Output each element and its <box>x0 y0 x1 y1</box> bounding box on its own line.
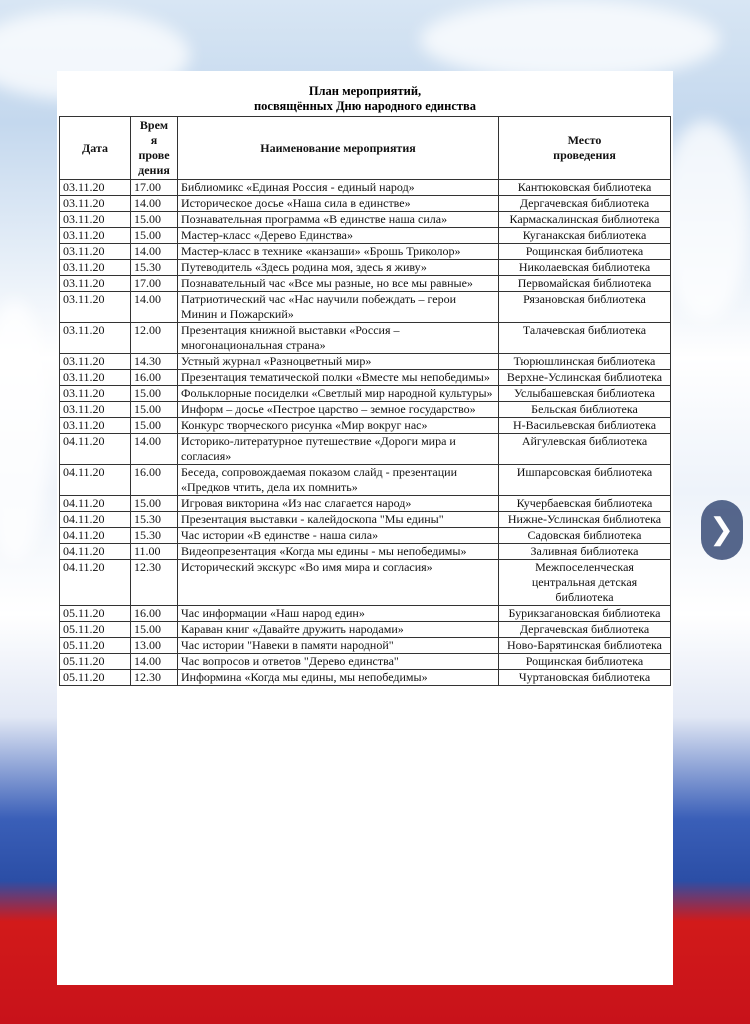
cell-event-name: Фольклорные посиделки «Светлый мир народной культуры» <box>178 386 499 402</box>
cell-date: 03.11.20 <box>60 276 131 292</box>
cell-date: 05.11.20 <box>60 638 131 654</box>
header-time <box>131 117 178 180</box>
cell-event-name: Мастер-класс в технике «канзаши» «Брошь Триколор» <box>178 244 499 260</box>
cell-date: 03.11.20 <box>60 402 131 418</box>
cell-date: 04.11.20 <box>60 528 131 544</box>
header-time-line: прове <box>138 148 170 162</box>
table-row <box>60 354 671 370</box>
cell-date: 03.11.20 <box>60 354 131 370</box>
table-row <box>60 402 671 418</box>
cell-place: Межпоселенческая центральная детская библиотека <box>499 560 671 606</box>
table-row <box>60 276 671 292</box>
cell-place: Верхне-Услинская библиотека <box>499 370 671 386</box>
cell-event-name: Информина «Когда мы едины, мы непобедимы» <box>178 670 499 686</box>
cell-date: 03.11.20 <box>60 418 131 434</box>
cell-event-name: Конкурс творческого рисунка «Мир вокруг нас» <box>178 418 499 434</box>
cell-event-name: Путеводитель «Здесь родина моя, здесь я живу» <box>178 260 499 276</box>
table-row <box>60 386 671 402</box>
cell-place: Николаевская библиотека <box>499 260 671 276</box>
table-row <box>60 292 671 323</box>
cell-place: Куганакская библиотека <box>499 228 671 244</box>
cell-place: Н-Васильевская библиотека <box>499 418 671 434</box>
cell-place: Садовская библиотека <box>499 528 671 544</box>
cell-date: 03.11.20 <box>60 196 131 212</box>
cell-time: 14.00 <box>131 654 178 670</box>
cell-event-name: Час информации «Наш народ един» <box>178 606 499 622</box>
cell-time: 14.30 <box>131 354 178 370</box>
cell-time: 14.00 <box>131 434 178 465</box>
table-body <box>60 180 671 686</box>
table-row <box>60 638 671 654</box>
cell-date: 03.11.20 <box>60 180 131 196</box>
table-row <box>60 323 671 354</box>
table-row <box>60 370 671 386</box>
table-header-row <box>60 117 671 180</box>
table-row <box>60 512 671 528</box>
table-row <box>60 228 671 244</box>
cell-time: 12.30 <box>131 670 178 686</box>
cell-event-name: Видеопрезентация «Когда мы едины - мы непобедимы» <box>178 544 499 560</box>
cell-time: 14.00 <box>131 292 178 323</box>
header-time-line: я <box>150 133 158 147</box>
cell-time: 12.30 <box>131 560 178 606</box>
cell-event-name: Час вопросов и ответов "Дерево единства" <box>178 654 499 670</box>
cell-date: 03.11.20 <box>60 212 131 228</box>
cell-time: 15.00 <box>131 496 178 512</box>
cell-place: Заливная библиотека <box>499 544 671 560</box>
cell-date: 03.11.20 <box>60 292 131 323</box>
cell-time: 15.00 <box>131 386 178 402</box>
cell-place: Талачевская библиотека <box>499 323 671 354</box>
cell-place: Кучербаевская библиотека <box>499 496 671 512</box>
table-row <box>60 670 671 686</box>
cell-date: 05.11.20 <box>60 654 131 670</box>
cell-time: 16.00 <box>131 606 178 622</box>
cell-event-name: Час истории "Навеки в памяти народной" <box>178 638 499 654</box>
table-row <box>60 434 671 465</box>
cell-place: Ново-Барятинская библиотека <box>499 638 671 654</box>
table-row <box>60 196 671 212</box>
header-time-line: дения <box>138 163 170 177</box>
cell-time: 17.00 <box>131 180 178 196</box>
cell-place: Дергачевская библиотека <box>499 196 671 212</box>
cell-time: 15.30 <box>131 528 178 544</box>
cell-date: 04.11.20 <box>60 512 131 528</box>
cell-date: 04.11.20 <box>60 434 131 465</box>
background-cloud <box>660 120 750 320</box>
cell-time: 15.00 <box>131 212 178 228</box>
cell-event-name: Познавательный час «Все мы разные, но все мы равные» <box>178 276 499 292</box>
document-title <box>57 71 673 116</box>
cell-place: Рощинская библиотека <box>499 244 671 260</box>
cell-place: Ишпарсовская библиотека <box>499 465 671 496</box>
table-row <box>60 465 671 496</box>
cell-date: 05.11.20 <box>60 606 131 622</box>
chevron-right-icon[interactable]: ❯ <box>701 500 743 560</box>
cell-date: 03.11.20 <box>60 370 131 386</box>
cell-place: Кантюковская библиотека <box>499 180 671 196</box>
cell-date: 04.11.20 <box>60 465 131 496</box>
events-table <box>59 116 671 686</box>
cell-event-name: Библиомикс «Единая Россия - единый народ» <box>178 180 499 196</box>
cell-place: Бельская библиотека <box>499 402 671 418</box>
background-cloud <box>0 300 50 560</box>
cell-place: Чуртановская библиотека <box>499 670 671 686</box>
document-page <box>57 71 673 985</box>
table-row <box>60 418 671 434</box>
table-row <box>60 606 671 622</box>
table-row <box>60 544 671 560</box>
cell-event-name: Мастер-класс «Дерево Единства» <box>178 228 499 244</box>
cell-time: 15.00 <box>131 228 178 244</box>
header-place-line: Место <box>567 133 602 147</box>
cell-date: 03.11.20 <box>60 228 131 244</box>
cell-event-name: Караван книг «Давайте дружить народами» <box>178 622 499 638</box>
cell-time: 15.00 <box>131 418 178 434</box>
cell-place: Бурикзагановская библиотека <box>499 606 671 622</box>
title-line-2: посвящённых Дню народного единства <box>253 99 477 113</box>
header-date: Дата <box>60 117 131 180</box>
cell-date: 03.11.20 <box>60 244 131 260</box>
cell-event-name: Информ – досье «Пестрое царство – земное государство» <box>178 402 499 418</box>
cell-date: 03.11.20 <box>60 323 131 354</box>
cell-place: Дергачевская библиотека <box>499 622 671 638</box>
cell-place: Айгулевская библиотека <box>499 434 671 465</box>
cell-place: Нижне-Услинская библиотека <box>499 512 671 528</box>
cell-time: 16.00 <box>131 370 178 386</box>
cell-time: 16.00 <box>131 465 178 496</box>
header-place <box>499 117 671 180</box>
cell-event-name: Презентация книжной выставки «Россия – многонациональная страна» <box>178 323 499 354</box>
cell-place: Услыбашевская библиотека <box>499 386 671 402</box>
header-time-line: Врем <box>139 118 169 132</box>
cell-place: Первомайская библиотека <box>499 276 671 292</box>
background-cloud <box>420 0 720 80</box>
cell-place: Кармаскалинская библиотека <box>499 212 671 228</box>
cell-event-name: Историко-литературное путешествие «Дороги мира и согласия» <box>178 434 499 465</box>
header-name: Наименование мероприятия <box>178 117 499 180</box>
cell-event-name: Презентация выставки - калейдоскопа "Мы едины" <box>178 512 499 528</box>
table-row <box>60 622 671 638</box>
table-row <box>60 560 671 606</box>
cell-time: 15.00 <box>131 622 178 638</box>
cell-time: 12.00 <box>131 323 178 354</box>
table-row <box>60 244 671 260</box>
cell-event-name: Историческое досье «Наша сила в единстве» <box>178 196 499 212</box>
cell-event-name: Час истории «В единстве - наша сила» <box>178 528 499 544</box>
table-row <box>60 654 671 670</box>
cell-date: 03.11.20 <box>60 260 131 276</box>
table-row <box>60 180 671 196</box>
cell-event-name: Патриотический час «Нас научили побеждать – герои Минин и Пожарский» <box>178 292 499 323</box>
cell-time: 15.30 <box>131 512 178 528</box>
cell-time: 13.00 <box>131 638 178 654</box>
table-row <box>60 528 671 544</box>
cell-time: 15.00 <box>131 402 178 418</box>
cell-event-name: Беседа, сопровождаемая показом слайд - презентации «Предков чтить, дела их помнить» <box>178 465 499 496</box>
cell-date: 03.11.20 <box>60 386 131 402</box>
cell-time: 15.30 <box>131 260 178 276</box>
cell-event-name: Устный журнал «Разноцветный мир» <box>178 354 499 370</box>
cell-place: Тюрюшлинская библиотека <box>499 354 671 370</box>
header-place-line: проведения <box>553 148 616 162</box>
cell-event-name: Презентация тематической полки «Вместе мы непобедимы» <box>178 370 499 386</box>
cell-date: 04.11.20 <box>60 544 131 560</box>
title-line-1: План мероприятий, <box>308 84 422 98</box>
cell-event-name: Игровая викторина «Из нас слагается народ» <box>178 496 499 512</box>
table-row <box>60 212 671 228</box>
cell-event-name: Познавательная программа «В единстве наша сила» <box>178 212 499 228</box>
cell-place: Рощинская библиотека <box>499 654 671 670</box>
table-row <box>60 496 671 512</box>
cell-date: 05.11.20 <box>60 622 131 638</box>
cell-time: 17.00 <box>131 276 178 292</box>
cell-date: 05.11.20 <box>60 670 131 686</box>
cell-time: 14.00 <box>131 196 178 212</box>
cell-time: 14.00 <box>131 244 178 260</box>
cell-time: 11.00 <box>131 544 178 560</box>
cell-date: 04.11.20 <box>60 496 131 512</box>
cell-date: 04.11.20 <box>60 560 131 606</box>
cell-place: Рязановская библиотека <box>499 292 671 323</box>
cell-event-name: Исторический экскурс «Во имя мира и согласия» <box>178 560 499 606</box>
table-row <box>60 260 671 276</box>
